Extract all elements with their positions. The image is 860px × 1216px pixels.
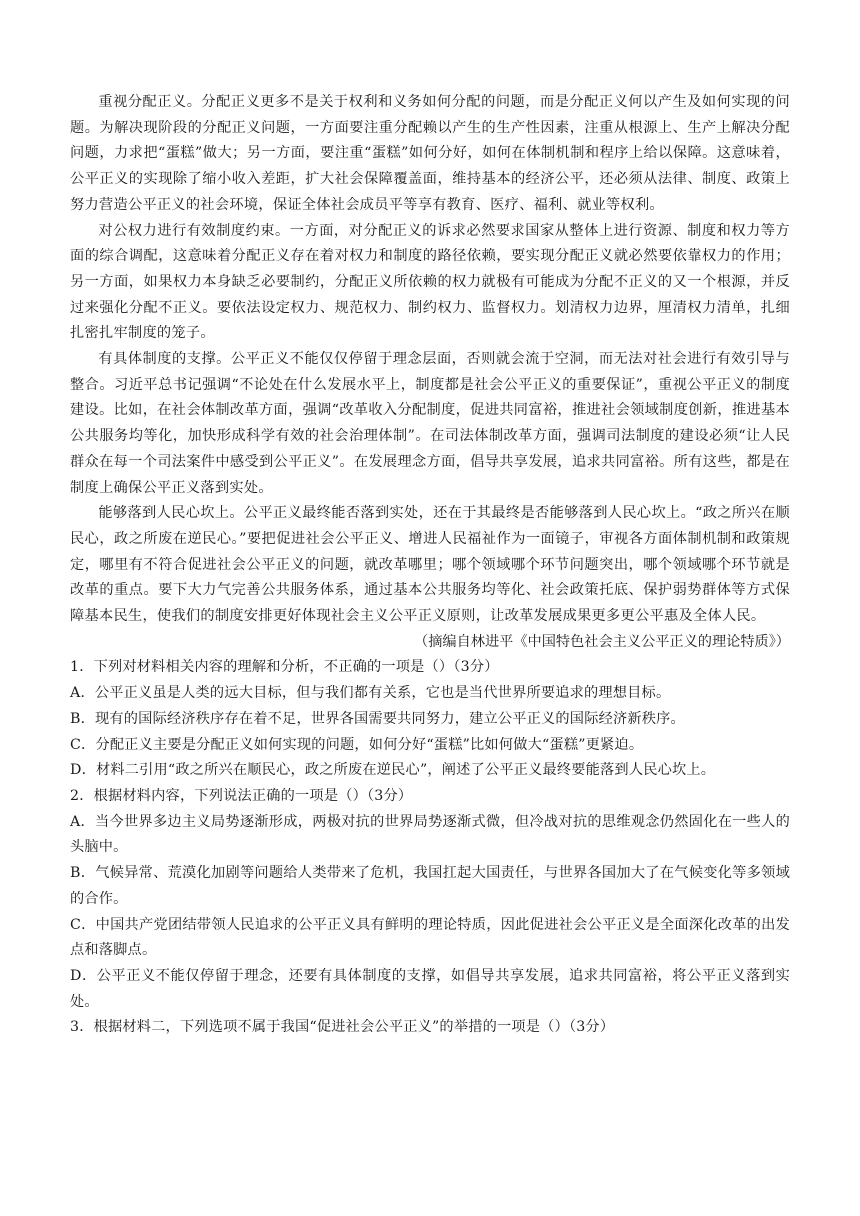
article-body [70,90,790,655]
question-2-option-c: C．中国共产党团结带领人民追求的公平正义具有鲜明的理论特质，因此促进社会公平正义是全面深化改革的出发点和落脚点。 [70,916,790,959]
question-2-stem: 2．根据材料内容，下列说法正确的一项是（）（3分） [70,787,413,804]
question-1-option-b: B．现有的国际经济秩序存在着不足，世界各国需要共同努力，建立公平正义的国际经济新秩序。 [70,710,685,727]
question-2 [70,784,790,1015]
question-2-option-b: B．气候异常、荒漠化加剧等问题给人类带来了危机，我国扛起大国责任，与世界各国加大了在气候变化等多领域的合作。 [70,865,790,907]
article-paragraph-4: 能够落到人民心坎上。公平正义最终能否落到实处，还在于其最终是否能够落到人民心坎上。“政之所兴在顺民心，政之所废在逆民心。”要把促进社会公平正义、增进人民福祉作为一面镜子，审视各方面体制机制和政策规定，哪里有不符合促进社会公平正义的问题，就改革哪里；哪个领域哪个环节问题突出，哪个领域哪个环节就是改革的重点。要下大力气完善公共服务体系，通过基本公共服务均等化、社会政策托底、保护弱势群体等方式保障基本民生，使我们的制度安排更好体现社会主义公平正义原则，让改革发展成果更多更公平惠及全体人民。 [70,505,790,625]
question-1-option-a: A．公平正义虽是人类的远大目标，但与我们都有关系，它也是当代世界所要追求的理想目标。 [70,685,671,702]
article-paragraph-2: 对公权力进行有效制度约束。一方面，对分配正义的诉求必然要求国家从整体上进行资源、制度和权力等方面的综合调配，这意味着分配正义存在着对权力和制度的路径依赖，要实现分配正义就必然要依靠权力的作用；另一方面，如果权力本身缺乏必要制约，分配正义所依赖的权力就极有可能成为分配不正义的又一个根源，并反过来强化分配不正义。要依法设定权力、规范权力、制约权力、监督权力。划清权力边界，厘清权力清单，扎细扎密扎牢制度的笼子。 [70,222,790,342]
question-3 [70,1015,790,1041]
article-paragraph-1: 重视分配正义。分配正义更多不是关于权利和义务如何分配的问题，而是分配正义何以产生及如何实现的问题。为解决现阶段的分配正义问题，一方面要注重分配赖以产生的生产性因素，注重从根源上、生产上解决分配问题，力求把“蛋糕”做大；另一方面，要注重“蛋糕”如何分好，如何在体制机制和程序上给以保障。这意味着，公平正义的实现除了缩小收入差距，扩大社会保障覆盖面，维持基本的经济公平，还必须从法律、制度、政策上努力营造公平正义的社会环境，保证全体社会成员平等享有教育、医疗、福利、就业等权利。 [70,94,790,213]
question-1-option-c: C．分配正义主要是分配正义如何实现的问题，如何分好“蛋糕”比如何做大“蛋糕”更紧迫。 [70,736,644,753]
article-source: （摘编自林进平《中国特色社会主义公平正义的理论特质》） [414,633,790,650]
question-2-option-a: A．当今世界多边主义局势逐渐形成，两极对抗的世界局势逐渐式微，但冷战对抗的思维观念仍然固化在一些人的头脑中。 [70,813,790,856]
question-2-option-d: D．公平正义不能仅停留于理念，还要有具体制度的支撑，如倡导共享发展，追求共同富裕，将公平正义落到实处。 [70,967,790,1010]
question-3-stem: 3．根据材料二，下列选项不属于我国“促进社会公平正义”的举措的一项是（）（3分） [70,1019,615,1036]
article-paragraph-3: 有具体制度的支撑。公平正义不能仅仅停留于理念层面，否则就会流于空洞，而无法对社会进行有效引导与整合。习近平总书记强调“不论处在什么发展水平上，制度都是社会公平正义的重要保证”，重视公平正义的制度建设。比如，在社会体制改革方面，强调“改革收入分配制度，促进共同富裕，推进社会领域制度创新，推进基本公共服务均等化，加快形成科学有效的社会治理体制”。在司法体制改革方面，强调司法制度的建设必须“让人民群众在每一个司法案件中感受到公平正义”。在发展理念方面，倡导共享发展，追求共同富裕。所有这些，都是在制度上确保公平正义落到实处。 [70,351,790,496]
question-1-option-d: D．材料二引用“政之所兴在顺民心，政之所废在逆民心”，阐述了公平正义最终要能落到人民心坎上。 [70,762,716,779]
question-1 [70,655,790,784]
question-1-stem: 1．下列对材料相关内容的理解和分析，不正确的一项是（）（3分） [70,659,499,676]
